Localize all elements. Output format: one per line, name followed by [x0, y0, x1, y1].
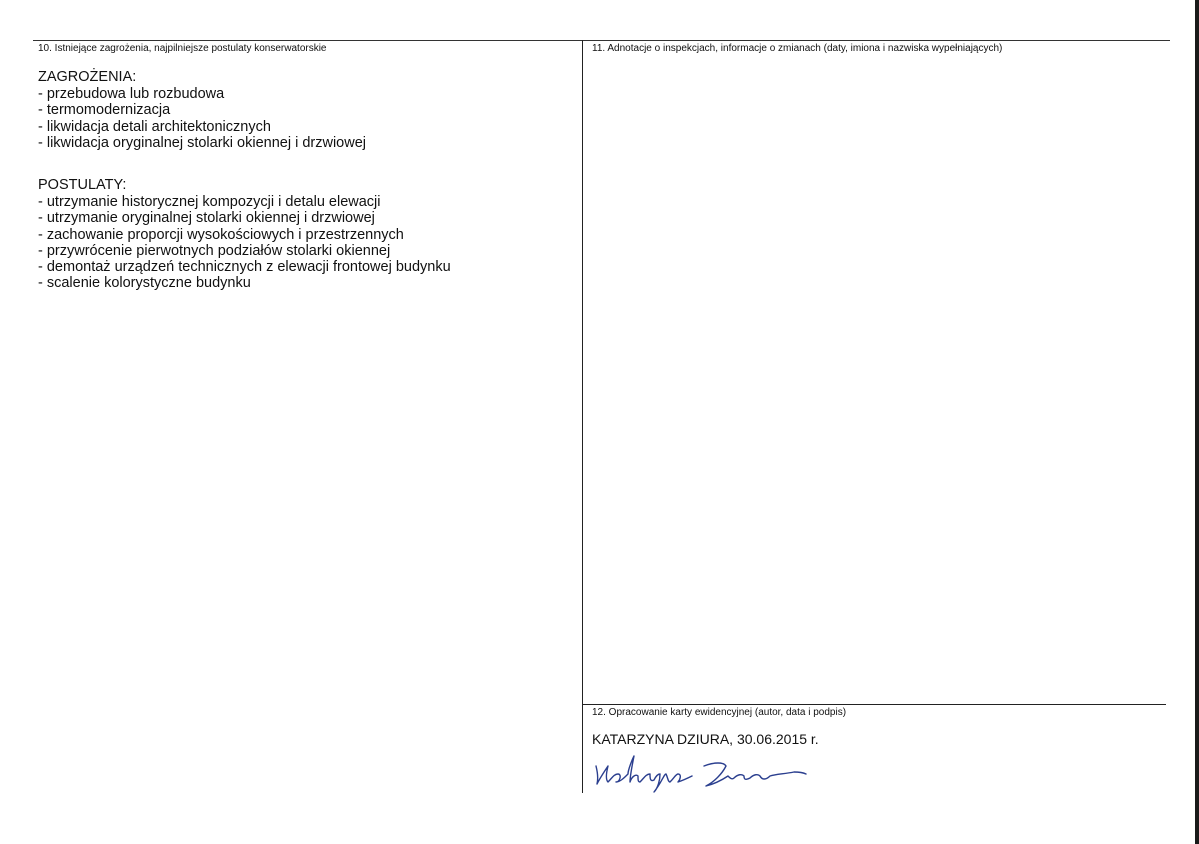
section-11-header: 11. Adnotacje o inspekcjach, informacje o zmianach (daty, imiona i nazwiska wypełniających): [592, 43, 1003, 54]
list-item: - przywrócenie pierwotnych podziałów stolarki okiennej: [38, 242, 391, 259]
author-line: KATARZYNA DZIURA, 30.06.2015 r.: [592, 731, 819, 747]
postulates-list: [38, 194, 451, 292]
section-10-header: 10. Istniejące zagrożenia, najpilniejsze postulaty konserwatorskie: [38, 43, 327, 54]
list-item: - likwidacja detali architektonicznych: [38, 118, 271, 135]
postulates-title: POSTULATY:: [38, 177, 127, 193]
list-item: - utrzymanie oryginalnej stolarki okiennej i drzwiowej: [38, 210, 375, 227]
list-item: - scalenie kolorystyczne budynku: [38, 275, 251, 292]
threats-list: [38, 86, 366, 151]
list-item: - zachowanie proporcji wysokościowych i przestrzennych: [38, 226, 404, 243]
list-item: - przebudowa lub rozbudowa: [38, 86, 225, 102]
threats-block: [38, 68, 366, 151]
column-divider: [582, 40, 583, 793]
list-item: - demontaż urządzeń technicznych z elewacji frontowej budynku: [38, 259, 451, 276]
list-item: - likwidacja oryginalnej stolarki okiennej i drzwiowej: [38, 134, 366, 151]
postulates-block: [38, 176, 451, 292]
list-item: - termomodernizacja: [38, 102, 171, 119]
section-12-rule: [582, 704, 1166, 705]
list-item: - utrzymanie historycznej kompozycji i detalu elewacji: [38, 194, 381, 210]
section-12-header: 12. Opracowanie karty ewidencyjnej (autor, data i podpis): [592, 707, 847, 718]
threats-title: ZAGROŻENIA:: [38, 69, 137, 85]
page-edge-border: [1195, 0, 1199, 844]
handwritten-signature: [592, 752, 812, 794]
table-top-rule: [33, 40, 1170, 41]
